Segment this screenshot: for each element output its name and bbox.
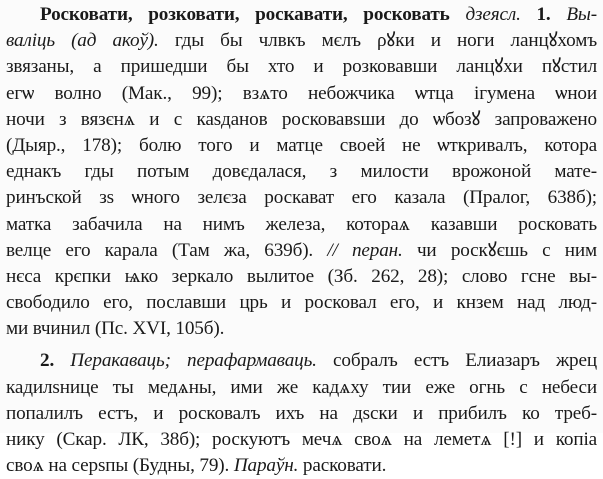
- bold-text: 2.: [40, 350, 71, 372]
- text-line: [6, 375, 597, 401]
- dictionary-entry-sense-2: [6, 348, 597, 479]
- text-line: [6, 2, 597, 28]
- text-line: [6, 107, 597, 133]
- body-text: гды бы члвкъ мєлъ ρꙋки и ноги ланцꙋхомъ: [174, 30, 597, 52]
- body-text: звязаны, а пришедши бы хто и розковавши ланцꙋхи пꙋстил: [6, 56, 597, 78]
- text-line: [6, 212, 597, 238]
- body-text: свободило его, пославши црь и росковал его, и кнзем над люд-: [6, 292, 597, 314]
- italic-text: Вы-: [566, 4, 597, 25]
- bold-text: Росковати, розковати, роскавати, росковать: [40, 4, 466, 25]
- body-text: ми вчинил (Пс. XVI, 105б).: [6, 318, 225, 340]
- body-text: своѧ на серѕпы (Будны, 79).: [6, 455, 234, 477]
- text-line: [6, 453, 597, 479]
- body-text: нєса крєпки ѩко зеркало вылитое (Зб. 262, 28); слово гсне вы-: [6, 265, 597, 287]
- text-line: [6, 290, 597, 316]
- body-text: попалилъ естъ, и росковалъ ихъ на дѕски и прибилъ ко треб-: [6, 402, 597, 424]
- text-line: [6, 185, 597, 211]
- body-text: чи роскꙋєшь с ним: [416, 239, 597, 261]
- body-text: кадилѕнице ты медѧны, ими же кадѧху тии еже огнь с небеси: [6, 376, 597, 398]
- text-line: [6, 427, 597, 453]
- body-text: собралъ естъ Елиазаръ жрец: [333, 350, 597, 372]
- body-text: нику (Скар. ЛК, 38б); роскуютъ мечѧ своѧ на леметѧ [!] и копіа: [6, 429, 597, 450]
- text-line: [6, 264, 597, 290]
- bold-text: 1.: [536, 4, 567, 25]
- italic-text: Перакаваць; перафармаваць.: [70, 350, 334, 372]
- text-line: [6, 28, 597, 54]
- body-text: ночи з вязєнѧ и с каѕданов росковавѕши до ѡбозꙋ запроважено: [6, 108, 597, 130]
- italic-text: валіць (ад акоў).: [6, 30, 175, 52]
- body-text: еднакъ гды потым довєдалася, з милости врожоной мате-: [6, 161, 597, 183]
- body-text: егѡ волно (Мак., 99); взѧто небожчика ѡтца ігумена ѡнои: [6, 82, 597, 104]
- text-line: [6, 81, 597, 107]
- text-line: [6, 238, 597, 264]
- text-line: [6, 133, 597, 159]
- body-text: ринъской зѕ ѡного зелєза роскават его казала (Пралог, 638б);: [6, 187, 597, 209]
- italic-text: Параўн.: [233, 455, 303, 477]
- text-line: [6, 54, 597, 80]
- body-text: (Дыяр., 178); болю того и матце своей не ѡткривалъ, котора: [6, 134, 597, 156]
- text-line: [6, 348, 597, 374]
- italic-text: // перан.: [327, 239, 417, 261]
- italic-text: дзеясл.: [465, 4, 537, 25]
- body-text: расковати.: [302, 455, 387, 477]
- body-text: матка забачила на нимъ железа, котораѧ казавши росковать: [6, 213, 597, 235]
- text-line: [6, 316, 597, 342]
- text-line: [6, 401, 597, 427]
- body-text: велце его карала (Там жа, 639б).: [6, 239, 328, 261]
- text-line: [6, 159, 597, 185]
- dictionary-entry-sense-1: [6, 2, 597, 342]
